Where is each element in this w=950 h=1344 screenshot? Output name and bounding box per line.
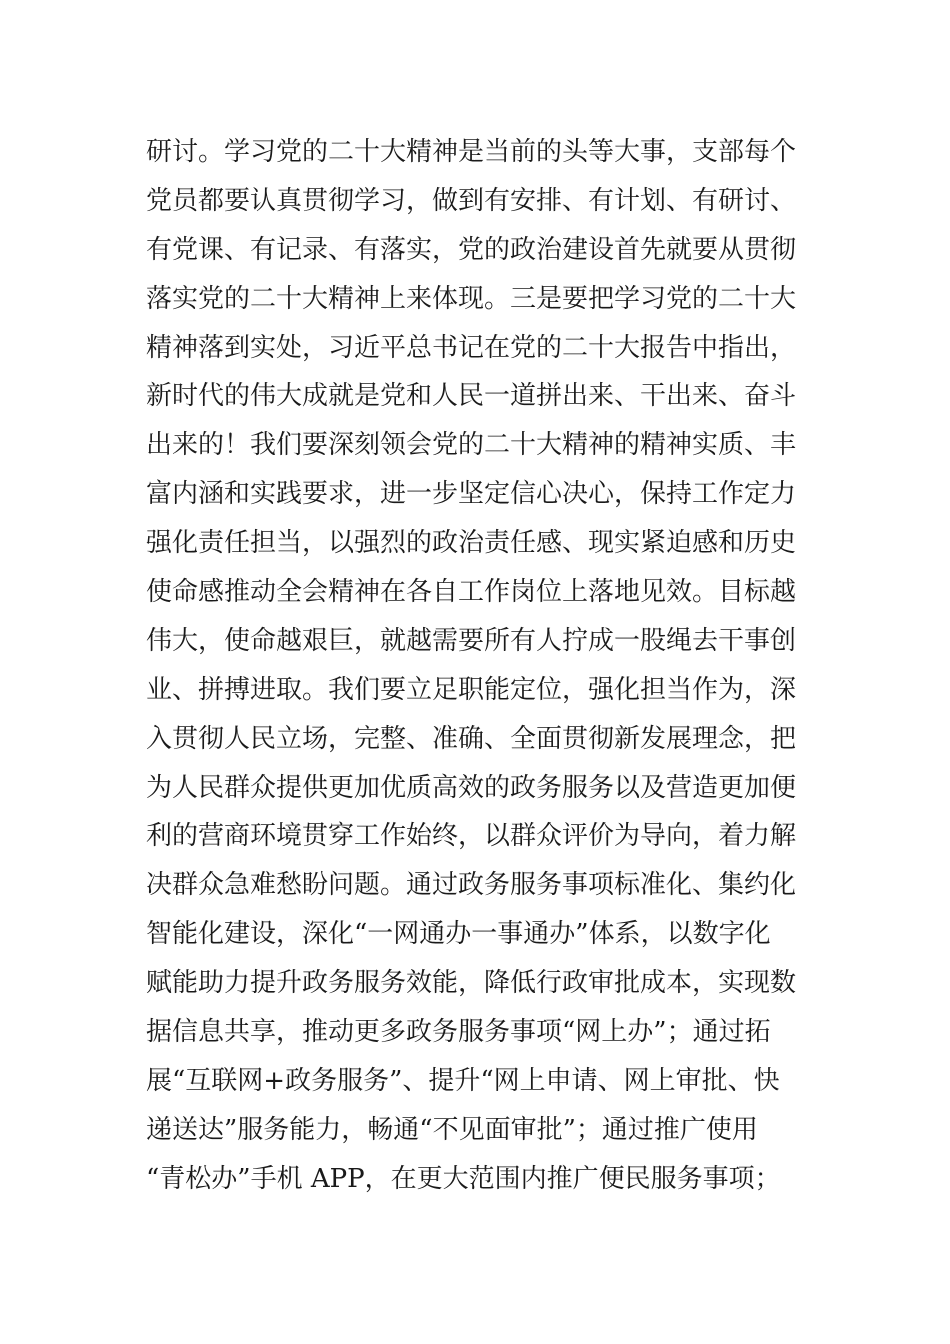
text-line: 决群众急难愁盼问题。通过政务服务事项标准化、集约化	[146, 870, 797, 901]
text-line: 有党课、有记录、有落实，党的政治建设首先就要从贯彻	[146, 234, 797, 265]
text-line: 入贯彻人民立场，完整、准确、全面贯彻新发展理念，把	[146, 723, 797, 754]
text-line: 精神落到实处，习近平总书记在党的二十大报告中指出，	[146, 332, 797, 363]
text-line: 智能化建设，深化“一网通办一事通办”体系，以数字化	[146, 919, 771, 950]
text-line: 据信息共享，推动更多政务服务事项“网上办”；通过拓	[146, 1017, 771, 1048]
text-line: “青松办”手机 APP，在更大范围内推广便民服务事项；	[146, 1163, 781, 1194]
text-line: 强化责任担当，以强烈的政治责任感、现实紧迫感和历史	[146, 528, 797, 559]
text-line: 研讨。学习党的二十大精神是当前的头等大事，支部每个	[146, 137, 797, 167]
text-line: 赋能助力提升政务服务效能，降低行政审批成本，实现数	[146, 968, 797, 999]
text-line: 为人民群众提供更加优质高效的政务服务以及营造更加便	[146, 772, 797, 803]
text-line: 递送达”服务能力，畅通“不见面审批”；通过推广使用	[146, 1114, 758, 1145]
text-line: 伟大，使命越艰巨，就越需要所有人拧成一股绳去干事创	[146, 625, 797, 656]
text-line: 利的营商环境贯穿工作始终，以群众评价为导向，着力解	[146, 821, 797, 852]
text-line: 党员都要认真贯彻学习，做到有安排、有计划、有研讨、	[146, 185, 797, 216]
text-line: 业、拼搏进取。我们要立足职能定位，强化担当作为，深	[146, 674, 797, 705]
text-line: 出来的！我们要深刻领会党的二十大精神的精神实质、丰	[146, 430, 797, 461]
text-line: 富内涵和实践要求，进一步坚定信心决心，保持工作定力	[146, 479, 797, 510]
text-line: 使命感推动全会精神在各自工作岗位上落地见效。目标越	[146, 577, 797, 608]
text-line: 新时代的伟大成就是党和人民一道拼出来、干出来、奋斗	[146, 381, 797, 412]
text-line: 展“互联网+政务服务”、提升“网上申请、网上审批、快	[146, 1065, 780, 1096]
text-line: 落实党的二十大精神上来体现。三是要把学习党的二十大	[146, 283, 797, 314]
body-paragraph	[146, 128, 811, 1204]
